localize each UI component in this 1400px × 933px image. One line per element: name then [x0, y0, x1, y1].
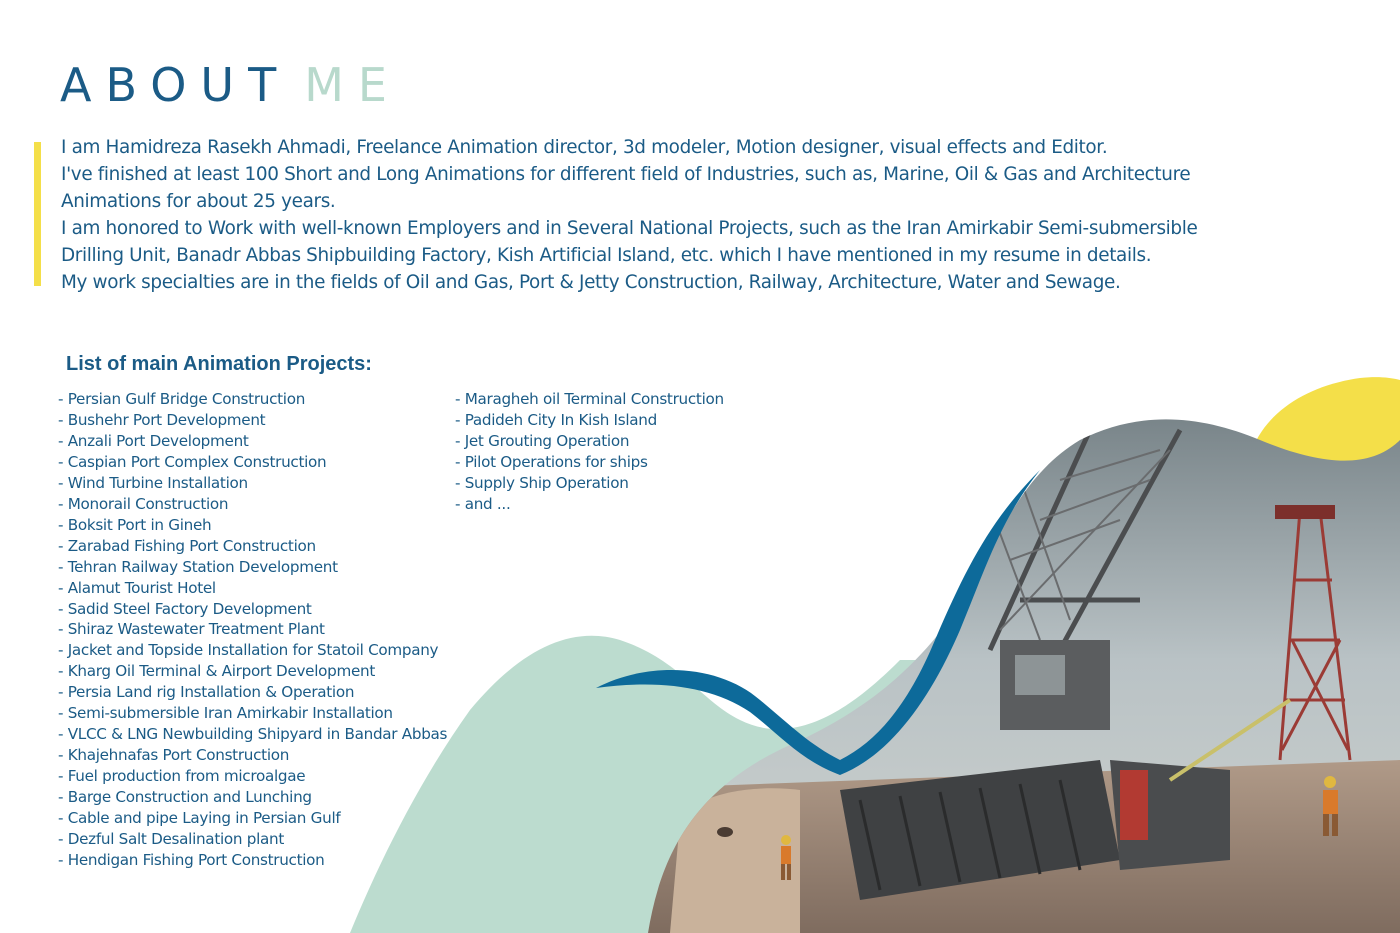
project-item: - and ...: [455, 494, 511, 513]
intro-line: My work specialties are in the fields of Oil and Gas, Port & Jetty Construction, Railway, Architecture, Water and Sewage.: [61, 272, 1121, 293]
project-item: - Alamut Tourist Hotel: [58, 578, 216, 597]
project-item: - Tehran Railway Station Development: [58, 557, 338, 576]
projects-heading: List of main Animation Projects:: [66, 353, 372, 375]
project-item: - Khajehnafas Port Construction: [58, 746, 290, 765]
projects-list-column-1: [58, 389, 447, 871]
project-item: - Sadid Steel Factory Development: [58, 599, 312, 618]
project-item: - Semi-submersible Iran Amirkabir Installation: [58, 704, 393, 723]
project-item: - Wind Turbine Installation: [58, 473, 248, 492]
project-item: - Persia Land rig Installation & Operation: [58, 683, 355, 702]
project-item: - Padideh City In Kish Island: [455, 410, 657, 429]
project-item: - VLCC & LNG Newbuilding Shipyard in Bandar Abbas: [58, 725, 448, 744]
project-item: - Anzali Port Development: [58, 431, 249, 450]
projects-list-column-2: [455, 389, 724, 515]
accent-bar: [34, 142, 41, 286]
project-item: - Jacket and Topside Installation for Statoil Company: [58, 641, 439, 660]
project-item: - Bushehr Port Development: [58, 410, 266, 429]
project-item: - Fuel production from microalgae: [58, 767, 306, 786]
project-item: - Maragheh oil Terminal Construction: [455, 390, 724, 408]
project-item: - Kharg Oil Terminal & Airport Development: [58, 662, 375, 681]
title-word-about: ABOUT: [60, 58, 291, 112]
project-item: - Supply Ship Operation: [455, 473, 629, 492]
project-item: - Hendigan Fishing Port Construction: [58, 850, 325, 869]
project-item: - Shiraz Wastewater Treatment Plant: [58, 620, 325, 639]
project-item: - Dezful Salt Desalination plant: [58, 830, 284, 849]
intro-line: I am Hamidreza Rasekh Ahmadi, Freelance Animation director, 3d modeler, Motion designer, visual effects and Editor.: [61, 137, 1108, 158]
project-item: - Cable and pipe Laying in Persian Gulf: [58, 809, 341, 828]
intro-line: I've finished at least 100 Short and Long Animations for different field of Industries, such as, Marine, Oil & Gas and Architecture: [61, 164, 1191, 185]
project-item: - Persian Gulf Bridge Construction: [58, 390, 306, 408]
title-word-me: ME: [304, 58, 401, 112]
project-item: - Jet Grouting Operation: [455, 431, 630, 450]
project-item: - Zarabad Fishing Port Construction: [58, 536, 316, 555]
project-item: - Caspian Port Complex Construction: [58, 452, 327, 471]
intro-line: Drilling Unit, Banadr Abbas Shipbuilding Factory, Kish Artificial Island, etc. which I have mentioned in my resume in details.: [61, 245, 1152, 266]
project-item: - Boksit Port in Gineh: [58, 515, 212, 534]
project-item: - Monorail Construction: [58, 494, 229, 513]
project-item: - Pilot Operations for ships: [455, 452, 648, 471]
intro-paragraph: [61, 134, 1301, 296]
page-title: [60, 58, 401, 112]
intro-line: Animations for about 25 years.: [61, 191, 336, 212]
intro-line: I am honored to Work with well-known Employers and in Several National Projects, such as the Iran Amirkabir Semi-submersible: [61, 218, 1198, 239]
project-item: - Barge Construction and Lunching: [58, 788, 312, 807]
